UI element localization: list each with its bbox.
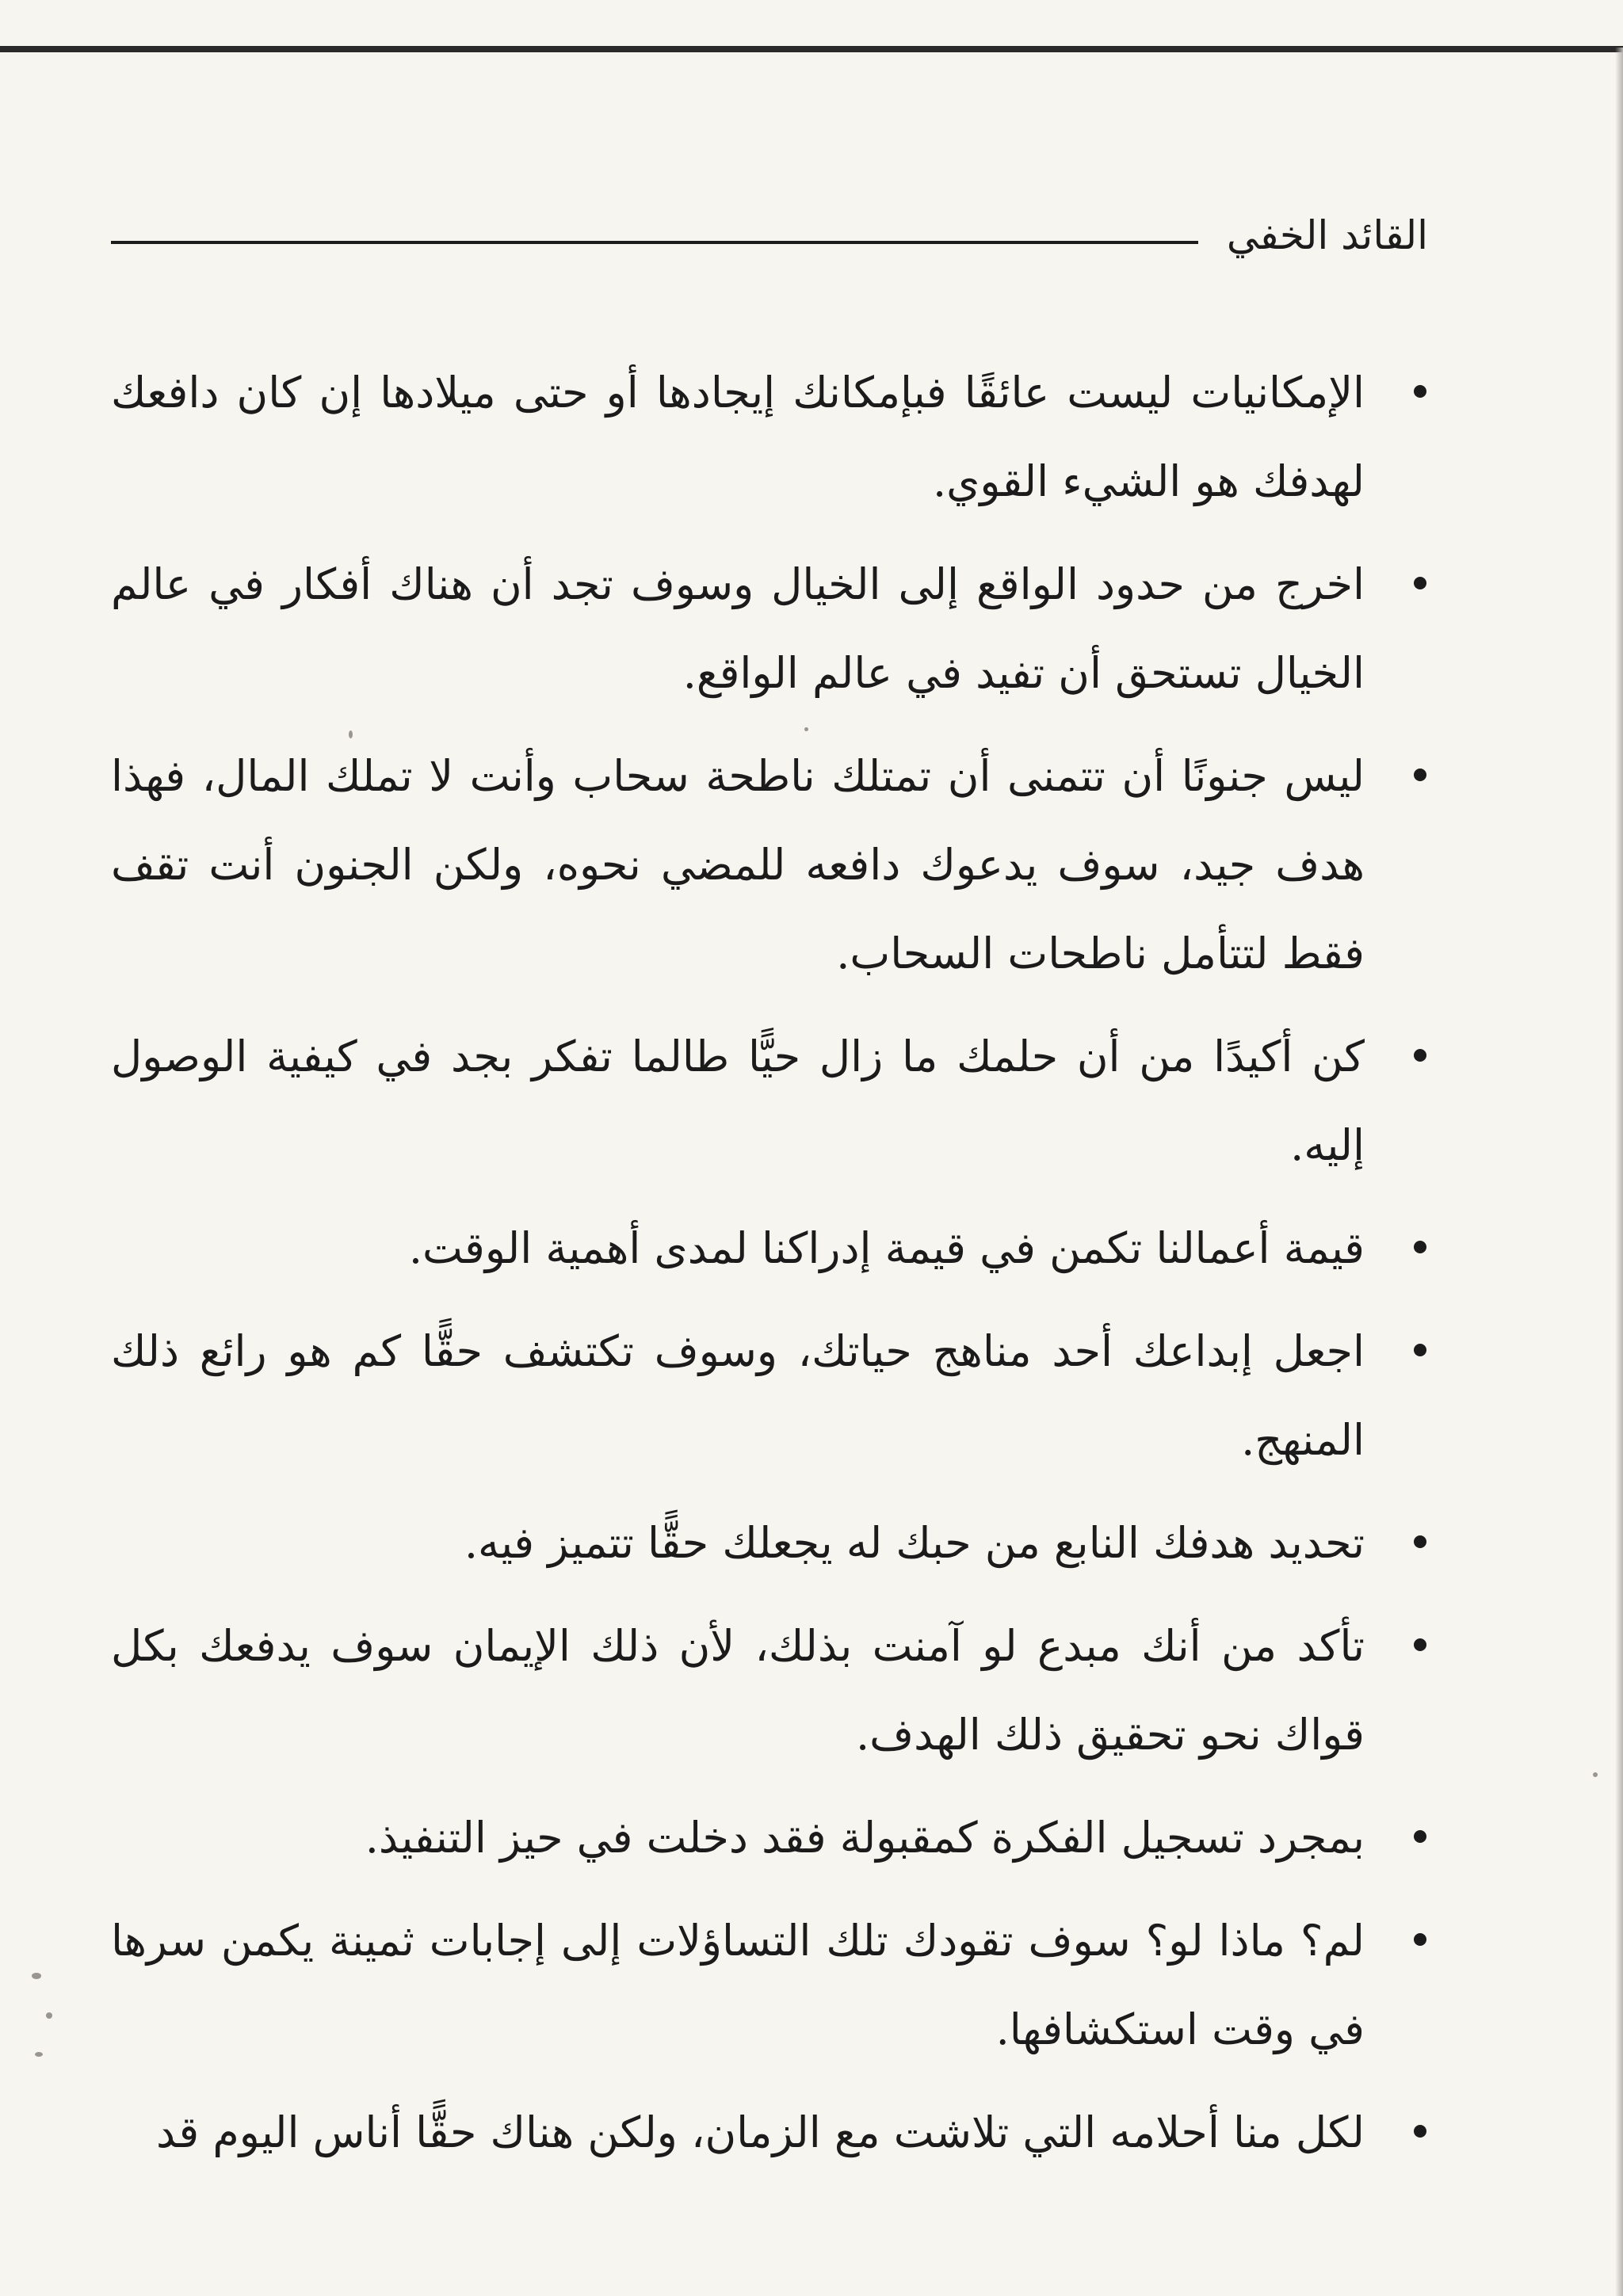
bullet-dot xyxy=(1414,1344,1426,1356)
bullet-dot xyxy=(1414,1535,1426,1548)
bullet-item xyxy=(111,1307,1444,1485)
bullet-text: لم؟ ماذا لو؟ سوف تقودك تلك التساؤلات إلى إجابات ثمينة يكمن سرها في وقت استكشافها. xyxy=(111,1916,1365,2054)
bullet-item xyxy=(111,1204,1444,1293)
header-title: القائد الخفي xyxy=(1226,212,1428,258)
page-right-shadow xyxy=(1615,48,1623,2296)
scan-speck xyxy=(46,2012,52,2019)
bullet-text: بمجرد تسجيل الفكرة كمقبولة فقد دخلت في حيز التنفيذ. xyxy=(365,1813,1365,1863)
bullet-text: لكل منا أحلامه التي تلاشت مع الزمان، ولكن هناك حقًّا أناس اليوم قد xyxy=(156,2107,1365,2157)
header-rule xyxy=(111,241,1198,244)
scan-speck xyxy=(35,2052,43,2057)
bullet-text: تأكد من أنك مبدع لو آمنت بذلك، لأن ذلك الإيمان سوف يدفعك بكل قواك نحو تحقيق ذلك الهدف. xyxy=(111,1621,1365,1760)
bullet-item xyxy=(111,349,1444,526)
bullet-text: تحديد هدفك النابع من حبك له يجعلك حقًّا تتميز فيه. xyxy=(464,1518,1365,1568)
bullet-text: الإمكانيات ليست عائقًا فبإمكانك إيجادها أو حتى ميلادها إن كان دافعك لهدفك هو الشيء القوي. xyxy=(111,368,1365,506)
bullet-text: كن أكيدًا من أن حلمك ما زال حيًّا طالما تفكر بجد في كيفية الوصول إليه. xyxy=(111,1032,1365,1170)
bullet-item xyxy=(111,1013,1444,1190)
bullet-item xyxy=(111,540,1444,718)
scan-speck xyxy=(1593,1772,1598,1777)
bullet-dot xyxy=(1414,385,1426,398)
bullet-dot xyxy=(1414,1241,1426,1253)
page-top-edge xyxy=(0,46,1623,52)
bullet-item xyxy=(111,1602,1444,1779)
bullet-dot xyxy=(1414,1830,1426,1843)
bullet-dot xyxy=(1414,577,1426,589)
bullet-item xyxy=(111,732,1444,998)
bullet-text: قيمة أعمالنا تكمن في قيمة إدراكنا لمدى أهمية الوقت. xyxy=(408,1223,1365,1273)
bullet-item xyxy=(111,1897,1444,2074)
bullet-dot xyxy=(1414,2125,1426,2138)
bullet-text: ليس جنونًا أن تتمنى أن تمتلك ناطحة سحاب وأنت لا تملك المال، فهذا هدف جيد، سوف يدعوك دافعه للمضي نحوه، ولكن الجنون أنت تقف فقط لتتأمل ناطحات السحاب. xyxy=(111,751,1365,978)
bullet-list xyxy=(111,349,1444,2177)
bullet-item xyxy=(111,1794,1444,1882)
page-body xyxy=(111,349,1444,2234)
bullet-dot xyxy=(1414,1049,1426,1062)
bullet-dot xyxy=(1414,1638,1426,1651)
bullet-dot xyxy=(1414,769,1426,781)
bullet-dot xyxy=(1414,1933,1426,1946)
bullet-text: اخرج من حدود الواقع إلى الخيال وسوف تجد أن هناك أفكار في عالم الخيال تستحق أن تفيد في عالم الواقع. xyxy=(111,559,1365,698)
scan-speck xyxy=(32,1973,41,1979)
running-header xyxy=(111,208,1428,263)
bullet-item xyxy=(111,1499,1444,1588)
bullet-item xyxy=(111,2088,1444,2177)
bullet-text: اجعل إبداعك أحد مناهج حياتك، وسوف تكتشف حقًّا كم هو رائع ذلك المنهج. xyxy=(111,1326,1365,1465)
